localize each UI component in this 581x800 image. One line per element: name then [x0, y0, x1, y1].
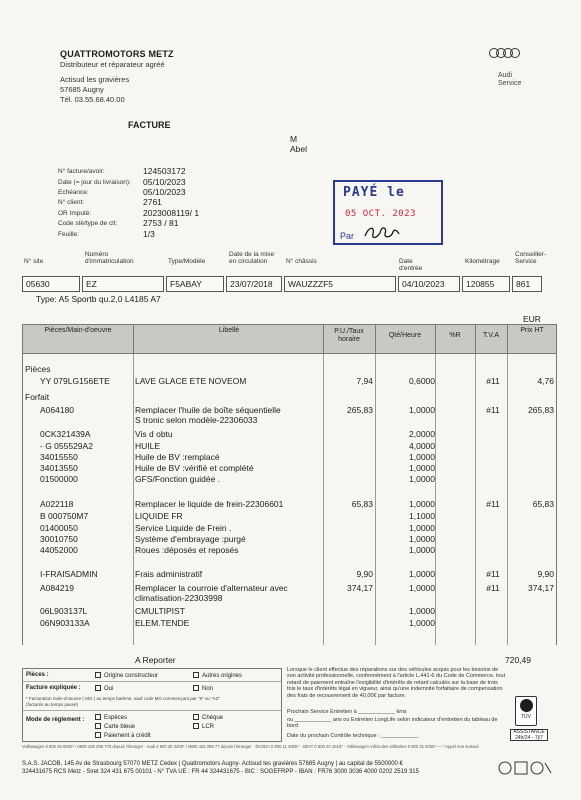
meta-label: N° client: — [58, 199, 85, 206]
signature-scribble — [363, 224, 403, 242]
conseiller-value: 861 — [512, 276, 542, 292]
tuv-text: TÜV — [521, 714, 531, 720]
line-ref: 30010750 — [40, 534, 78, 544]
meta-label: Code stè/type de clt: — [58, 220, 118, 227]
line-quantity: 1,0000 — [409, 606, 435, 616]
line-price-ht: 65,83 — [532, 499, 554, 509]
non-option[interactable] — [193, 685, 213, 692]
line-libelle: Système d'embrayage :purgé — [135, 534, 246, 544]
line-libelle: HUILE — [135, 441, 161, 451]
line-ref: Pièces — [25, 364, 51, 374]
service-line-2: ou ____________ ans ou Entretien LongLife selon indicateur d'entretien du tableau de bord — [287, 717, 498, 730]
header-tva: T.V.A — [482, 332, 500, 339]
line-libelle: LAVE GLACE ETE NOVEOM — [135, 376, 247, 386]
line-ref: 34013550 — [40, 463, 78, 473]
non-label: Non — [202, 686, 214, 692]
stamp-paid-text: PAYÉ le — [343, 185, 405, 200]
line-ref: 01400050 — [40, 523, 78, 533]
checkbox-icon — [193, 685, 199, 691]
line-tva: #11 — [486, 583, 500, 593]
line-quantity: 1,0000 — [409, 545, 435, 555]
line-quantity: 1,0000 — [409, 534, 435, 544]
service-line-1: Prochain Service Entretien à ____________ kms — [287, 709, 407, 715]
checkbox-icon — [95, 723, 101, 729]
line-ref: 34015550 — [40, 452, 78, 462]
brand-logos-icon — [497, 760, 553, 776]
line-unit-price: 374,17 — [347, 583, 373, 593]
credit-label: Paiement à crédit — [104, 733, 151, 739]
mise-value: 23/07/2018 — [226, 276, 282, 292]
line-ref: Forfait — [25, 392, 50, 402]
dealer-address-1: Actisud les gravières — [60, 75, 130, 84]
line-libelle: Huile de BV :vérifié et complété — [135, 463, 254, 473]
header-ht: Prix HT — [520, 327, 544, 334]
credit-option[interactable] — [95, 732, 151, 739]
line-libelle: ELEM.TENDE — [135, 618, 190, 628]
label-immat: Numéro d'immatriculation — [85, 251, 134, 265]
line-ref: 06N903133A — [40, 618, 90, 628]
document-title: FACTURE — [128, 120, 171, 130]
line-libelle: Remplacer l'huile de boîte séquentielle — [135, 405, 281, 415]
meta-value: 1/3 — [143, 229, 155, 239]
km-value: 120855 — [462, 276, 510, 292]
line-libelle: Roues :déposés et reposés — [135, 545, 239, 555]
label-entree: Date d'entrée — [399, 258, 423, 272]
customer-name: Abel — [290, 144, 308, 154]
a-reporter-value: 720,49 — [505, 655, 531, 665]
stamp-date: 05 OCT. 2023 — [345, 209, 417, 219]
line-tva: #11 — [486, 569, 500, 579]
lcr-label: LCR — [202, 724, 215, 730]
line-libelle: Vis d obtu — [135, 429, 173, 439]
checkbox-icon — [193, 723, 199, 729]
paid-stamp — [333, 180, 443, 245]
line-quantity: 1,0000 — [409, 569, 435, 579]
carte-label: Carte bleue — [104, 724, 136, 730]
line-tva: #11 — [486, 405, 500, 415]
line-quantity: 1,0000 — [409, 583, 435, 593]
line-libelle: Remplacer la courroie d'alternateur avec — [135, 583, 288, 593]
line-unit-price: 65,83 — [351, 499, 373, 509]
meta-label: N° facture/avoir: — [58, 168, 105, 175]
label-site: N° site — [24, 258, 44, 265]
late-payment-notice: Lorsque le client effectue des réparations sur des véhicules acquis pour les besoins de son activité professionnelle, conformément à l'article L.441-6 du Code de Commerce, tout retard de paiement entraîne l'exigibilité d'intérêts de retard calculés sur la base de trois fois le taux d'intérêts légal en vigueur, ainsi qu'une indemnité forfaitaire de compensation des frais de recouvrement de 40,00€ par facture. — [287, 667, 506, 699]
line-libelle: LIQUIDE FR — [135, 511, 183, 521]
stamp-by: Par — [340, 231, 355, 241]
line-libelle: Frais administratif — [135, 569, 203, 579]
line-quantity: 1,0000 — [409, 452, 435, 462]
mo-note-2: (facturés au temps passé) — [26, 702, 79, 707]
label-conseiller: Conseiller-Service — [515, 251, 547, 265]
vehicle-type-line: Type: A5 Sportb qu.2,0 L4185 A7 — [36, 294, 161, 304]
mo-note: * Facturation main-d'oeuvre ( MO ) au temps barème, sauf code MO commençant par "9" ou "AZ" — [26, 696, 221, 701]
cheque-option[interactable] — [193, 714, 223, 721]
line-quantity: 1,0000 — [409, 523, 435, 533]
line-ref: 06L903137L — [40, 606, 88, 616]
dealer-phone: Tél. 03.55.68.40.00 — [60, 95, 125, 104]
line-libelle: Remplacer le liquide de frein-22306601 — [135, 499, 284, 509]
line-ref: A022118 — [40, 499, 74, 509]
line-libelle: climatisation-22303998 — [135, 593, 223, 603]
line-ref: A064180 — [40, 405, 75, 415]
meta-label: Feuille: — [58, 231, 79, 238]
line-ref: - G 055529A2 — [40, 441, 93, 451]
facture-expliquee-label: Facture expliquée : — [26, 685, 81, 691]
line-tva: #11 — [486, 499, 500, 509]
meta-value: 2753 / 81 — [143, 218, 179, 228]
a-reporter-label: A Reporter — [135, 655, 176, 665]
carte-option[interactable] — [95, 723, 135, 730]
line-quantity: 0,6000 — [409, 376, 435, 386]
oui-label: Oui — [104, 686, 114, 692]
header-libelle: Libellé — [218, 327, 240, 334]
customer-salutation: M — [290, 134, 298, 144]
meta-value: 05/10/2023 — [143, 187, 186, 197]
entree-value: 04/10/2023 — [398, 276, 460, 292]
meta-value: 124503172 — [143, 166, 186, 176]
table-header — [22, 324, 557, 354]
origine-constructeur-label: Origine constructeur — [104, 673, 159, 679]
line-unit-price: 7,94 — [356, 376, 373, 386]
site-value: 05630 — [22, 276, 80, 292]
line-quantity: 1,0000 — [409, 618, 435, 628]
line-libelle: CMULTIPIST — [135, 606, 185, 616]
chassis-value: WAUZZZF5 — [284, 276, 396, 292]
line-price-ht: 9,90 — [537, 569, 554, 579]
line-ref: 01500000 — [40, 474, 78, 484]
line-libelle: GFS/Fonction guidée . — [135, 474, 221, 484]
line-quantity: 1,1000 — [409, 511, 435, 521]
company-legal-info — [22, 760, 419, 776]
especes-label: Espèces — [104, 715, 128, 721]
assist-line-2: 24h/24 - 7j/7 — [515, 734, 543, 741]
tuv-badge — [515, 696, 537, 726]
header-qty: Qté/Heure — [388, 332, 422, 339]
line-price-ht: 4,76 — [537, 376, 554, 386]
autres-origines-label: Autres origines — [202, 673, 243, 679]
dealer-subtitle: Distributeur et réparateur agréé — [60, 60, 165, 69]
legal-line-2: 324431675 RCS Metz - Siret 324 431 675 00101 - N° TVA UE : FR 44 324431675 - BIC : SOGEFRPP - IBAN : FR76 3000 3036 4000 0202 2519 315 — [22, 769, 419, 775]
line-quantity: 1,0000 — [409, 405, 435, 415]
line-ref: B 000750M7 — [40, 511, 89, 521]
brand-phone-legal: Volkswagen 0 800 25 6000* / 0800 426 298 775 depuis l'étranger · Audi 0 800 28 3400* / 0800 426 298 77 depuis l'étranger · ŠKODA 0 800 11 2000* · SEAT 0 800 20 1010* · Volkswagen Véhicules Utilitaires 0 800 31 6000* — * Appel non surtaxé — [22, 744, 479, 749]
header-pu: P.U./Taux horaire — [334, 328, 364, 343]
line-tva: #11 — [486, 376, 500, 386]
checkbox-icon — [95, 685, 101, 691]
origine-constructeur-option[interactable] — [95, 672, 158, 679]
meta-label: Date (= jour du livraison): — [58, 179, 131, 186]
meta-value: 05/10/2023 — [143, 177, 186, 187]
line-price-ht: 265,83 — [528, 405, 554, 415]
line-quantity: 1,0000 — [409, 474, 435, 484]
dealer-address-2: 57685 Augny — [60, 85, 104, 94]
line-libelle: Huile de BV :remplacé — [135, 452, 220, 462]
line-quantity: 1,0000 — [409, 499, 435, 509]
line-price-ht: 374,17 — [528, 583, 554, 593]
line-ref: 0CK321439A — [40, 429, 91, 439]
checkbox-icon — [95, 672, 101, 678]
legal-line-1: S.A.S. JACOB, 145 Av de Strasbourg 57070 METZ Cedex | Quattromotors Augny- Actisud les gravières 57685 Augny | au capital de 5500000 € — [22, 761, 403, 767]
brand-line-1: Audi — [498, 72, 513, 79]
label-chassis: N° châssis — [286, 258, 317, 265]
header-ref: Pièces/Main-d'oeuvre — [44, 327, 112, 334]
dealer-name: QUATTROMOTORS METZ — [60, 49, 174, 59]
assist-line-1: ASSISTANCE — [513, 729, 545, 735]
meta-value: 2761 — [143, 197, 162, 207]
assistance-badge — [510, 729, 548, 741]
line-ref: I-FRAISADMIN — [40, 569, 98, 579]
autres-origines-option[interactable] — [193, 672, 242, 679]
label-km: Kilométrage — [465, 258, 500, 265]
invoice-lines-table — [22, 354, 557, 645]
line-ref: YY 079LG156ETE — [40, 376, 110, 386]
line-quantity: 2,0000 — [409, 429, 435, 439]
label-type: Type/Modèle — [168, 258, 206, 265]
meta-label: Echéance: — [58, 189, 89, 196]
meta-value: 2023008119/ 1 — [143, 208, 200, 218]
type-value: F5ABAY — [166, 276, 224, 292]
meta-label: OR Imputé: — [58, 210, 92, 217]
checkbox-icon — [95, 714, 101, 720]
tuv-seal-icon — [520, 699, 533, 712]
especes-option[interactable] — [95, 714, 127, 721]
currency-label: EUR — [523, 314, 541, 324]
payment-info-box — [22, 668, 282, 742]
line-ref: A084219 — [40, 583, 75, 593]
line-ref: 44052000 — [40, 545, 78, 555]
brand-line-2: Service — [498, 80, 522, 87]
line-quantity: 1,0000 — [409, 463, 435, 473]
brand-text — [498, 72, 521, 88]
line-quantity: 4,0000 — [409, 441, 435, 451]
label-mise: Date de la mise en circulation — [229, 251, 275, 265]
oui-option[interactable] — [95, 685, 113, 692]
line-unit-price: 265,83 — [347, 405, 373, 415]
line-unit-price: 9,90 — [356, 569, 373, 579]
checkbox-icon — [95, 732, 101, 738]
reglement-label: Mode de règlement : — [26, 717, 85, 723]
checkbox-icon — [193, 672, 199, 678]
cheque-label: Chèque — [202, 715, 224, 721]
line-libelle: Service Liquide de Frein . — [135, 523, 232, 533]
lcr-option[interactable] — [193, 723, 214, 730]
service-line-3: Date du prochain Contrôle technique : ____________ — [287, 733, 418, 739]
audi-rings-logo — [488, 47, 522, 59]
immat-value: EZ — [82, 276, 164, 292]
line-libelle: S tronic selon modèle-22306033 — [135, 415, 258, 425]
pieces-label: Pièces : — [26, 672, 49, 678]
header-remise: %R — [449, 332, 461, 339]
checkbox-icon — [193, 714, 199, 720]
